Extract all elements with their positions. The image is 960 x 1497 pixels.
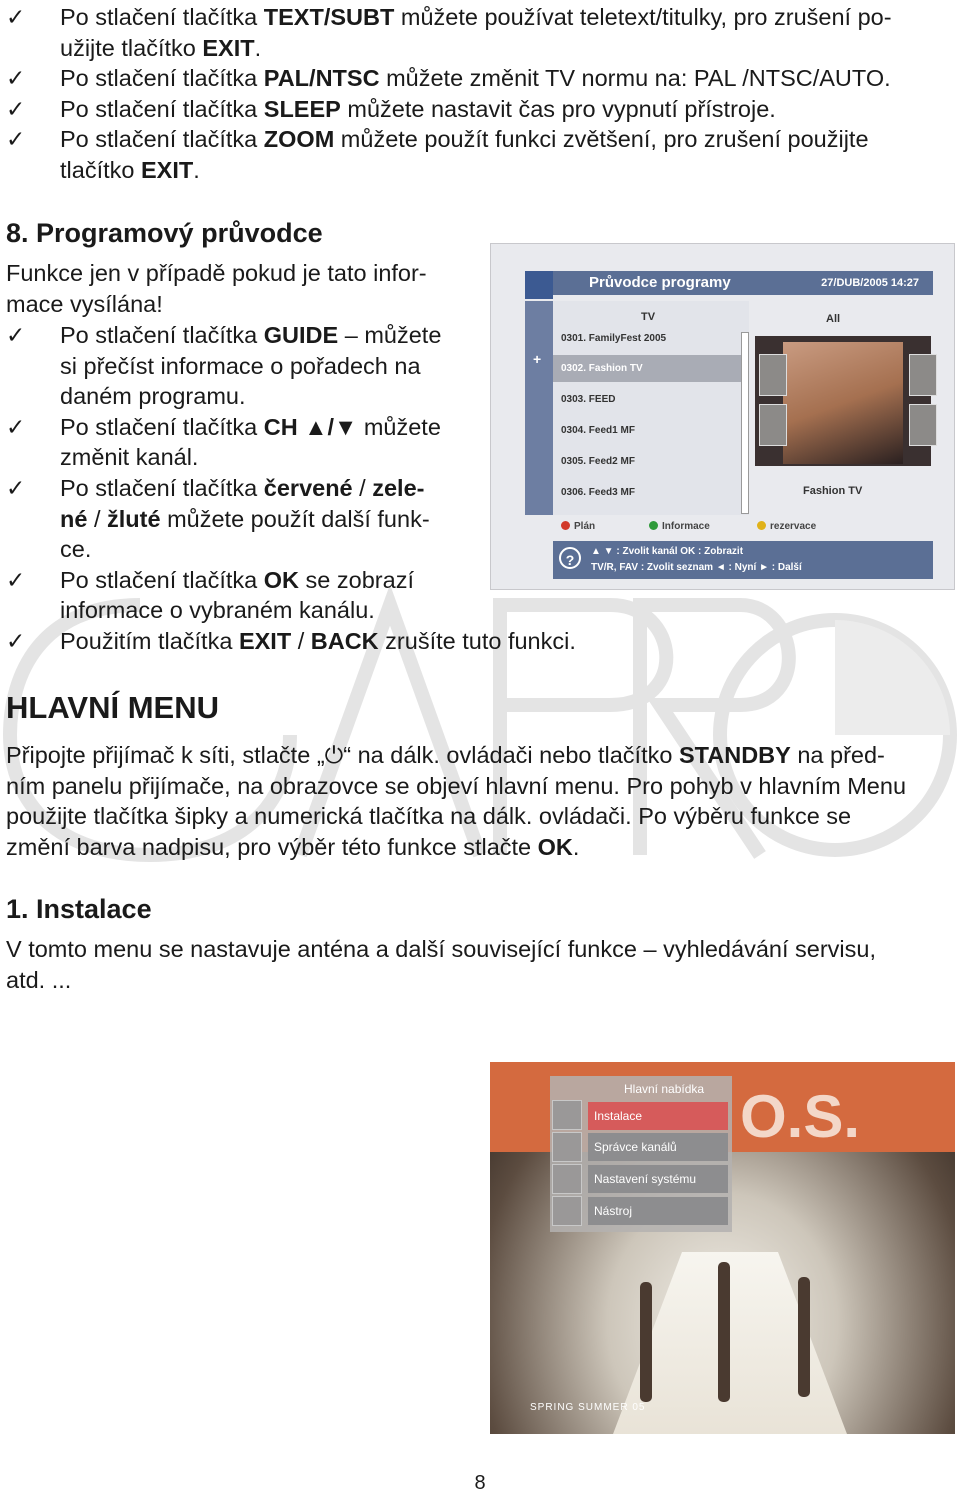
epg-screenshot: Průvodce programy 27/DUB/2005 14:27 + TV All 0301. FamilyFest 2005 0302. Fashion TV 0303. FEED 0304. Feed1 MF 0305. Feed2 MF 0306. Feed3 MF Fashion TV Plán Informace rezervace ? ▲ ▼ : Zvolit kanál OK : Zobrazit TV/R, FAV : Zvolit seznam ◄ : Nyní ► : Další: [490, 243, 955, 590]
list-item: ✓ Po stlačení tlačítka CH ▲/▼ můžete změnit kanál.: [6, 413, 441, 471]
check-icon: ✓: [6, 322, 26, 348]
green-dot-icon: [649, 521, 658, 530]
receiver-logo-icon: [525, 271, 553, 299]
list-item: ✓ Po stlačení tlačítka červené / zele- né / žluté můžete použít další funk- ce.: [6, 474, 430, 563]
epg-color-keys: Plán Informace rezervace: [553, 518, 933, 536]
check-icon: ✓: [6, 566, 26, 593]
settings-icon: [552, 1164, 582, 1194]
list-item: ✓ Po stlačení tlačítka PAL/NTSC můžete změnit TV normu na: PAL /NTSC/AUTO.: [0, 63, 960, 94]
list-item: ✓ Po stlačení tlačítka TEXT/SUBT můžete používat teletext/titulky, pro zrušení po- užijte tlačítko EXIT.: [6, 4, 892, 61]
check-icon: ✓: [6, 4, 26, 30]
main-menu-paragraph: Připojte přijímač k síti, stlačte „⏻“ na dálk. ovládači nebo tlačítko STANDBY na před- ním panelu přijímače, na obrazovce se objeví hlavní menu. Pro pohyb v hlavním Menu použijte tlačítka šipky a numerická tlačítka na dálk. ovládači. Po výběru funkce se změní barva nadpisu, pro výběr této funkce stlačte OK.: [6, 742, 907, 860]
check-icon: ✓: [6, 474, 26, 501]
section-intro: Funkce jen v případě pokud je tato infor- mace vysílána!: [6, 260, 427, 317]
red-dot-icon: [561, 521, 570, 530]
tools-icon: [552, 1196, 582, 1226]
scrollbar: [741, 332, 749, 514]
main-menu-heading: HLAVNÍ MENU: [6, 690, 219, 725]
epg-help-bar: ? ▲ ▼ : Zvolit kanál OK : Zobrazit TV/R, FAV : Zvolit seznam ◄ : Nyní ► : Další: [553, 541, 933, 579]
channel-row: 0304. Feed1 MF: [561, 425, 635, 436]
list-item: ✓ Po stlačení tlačítka SLEEP můžete nastavit čas pro vypnutí přístroje.: [0, 94, 960, 125]
instalace-heading: 1. Instalace: [6, 894, 152, 924]
preview-image: [783, 342, 903, 464]
list-item: ✓ Po stlačení tlačítka OK se zobrazí informace o vybraném kanálu.: [6, 566, 414, 624]
list-item: ✓ Po stlačení tlačítka ZOOM můžete použít funkci zvětšení, pro zrušení použijte tlačítko EXIT.: [6, 126, 869, 183]
check-icon: ✓: [6, 95, 26, 122]
channel-icon: [552, 1132, 582, 1162]
section-heading: 8. Programový průvodce: [6, 218, 323, 248]
check-icon: ✓: [6, 627, 26, 654]
menu-item-instalace: Instalace: [588, 1102, 728, 1130]
page-number: 8: [474, 1472, 486, 1494]
plus-icon: +: [533, 351, 542, 367]
menu-item-spravce-kanalu: Správce kanálů: [588, 1133, 728, 1161]
channel-row: 0303. FEED: [561, 394, 616, 405]
remote-key-list-top: [0, 2, 960, 186]
model-figure: [640, 1282, 652, 1402]
background-banner: O.S.: [490, 1062, 955, 1152]
channel-row-selected: 0302. Fashion TV: [553, 355, 743, 382]
help-icon: ?: [559, 547, 581, 569]
menu-item-nastaveni-systemu: Nastavení systému: [588, 1165, 728, 1193]
epg-side-panel: [525, 301, 553, 515]
check-icon: ✓: [6, 126, 26, 153]
channel-row: 0305. Feed2 MF: [561, 456, 635, 467]
thumbnail: [759, 404, 787, 446]
check-icon: ✓: [6, 65, 26, 92]
menu-item-nastroj: Nástroj: [588, 1197, 728, 1225]
model-figure: [718, 1262, 730, 1402]
thumbnail: [759, 354, 787, 396]
channel-row: 0306. Feed3 MF: [561, 487, 635, 498]
yellow-dot-icon: [757, 521, 766, 530]
list-item: ✓ Po stlačení tlačítka GUIDE – můžete si přečíst informace o pořadech na daném programu.: [6, 322, 442, 410]
model-figure: [798, 1277, 810, 1397]
main-menu-screenshot: O.S. Hlavní nabídka Instalace Správce kanálů Nastavení systému Nástroj SPRING SUMMER 05: [490, 1062, 955, 1434]
channel-row: 0301. FamilyFest 2005: [561, 333, 667, 344]
install-icon: [552, 1100, 582, 1130]
thumbnail: [909, 354, 937, 396]
list-item: ✓ Použitím tlačítka EXIT / BACK zrušíte tuto funkci.: [0, 626, 640, 657]
instalace-text: V tomto menu se nastavuje anténa a další související funkce – vyhledávání servisu, atd. ...: [6, 936, 876, 993]
epg-header: Průvodce programy 27/DUB/2005 14:27: [525, 271, 933, 295]
power-icon: ⏻: [324, 742, 344, 768]
check-icon: ✓: [6, 413, 26, 440]
thumbnail: [909, 404, 937, 446]
